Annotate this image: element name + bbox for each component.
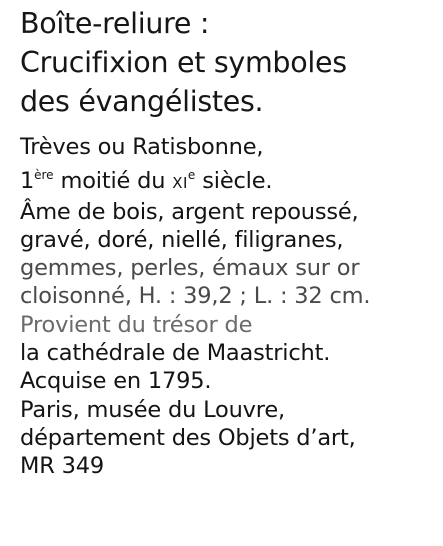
artwork-details [20,133,440,481]
provenance-line: Provient du trésor de [20,311,253,338]
location-line: Paris, musée du Louvre, [20,396,285,423]
title-line: des évangélistes. [20,85,264,118]
date-ordinal-number: 1 [20,168,35,195]
materials-line: Âme de bois, argent repoussé, [20,198,359,225]
date-century-suffix: e [187,168,196,183]
inventory-number: MR 349 [20,453,104,480]
acquisition-line: Acquise en 1795. [20,368,212,395]
location-line: département des Objets d’art, [20,424,356,451]
materials-line: gemmes, perles, émaux sur or [20,255,360,282]
provenance-line: la cathédrale de Maastricht. [20,340,331,367]
museum-label [20,0,440,481]
date-middle: moitié du [53,168,173,195]
materials-line: gravé, doré, niellé, filigranes, [20,226,344,253]
date-end: siècle. [195,168,273,195]
origin-date [20,161,440,197]
title-line: Boîte-reliure : [20,7,210,40]
date-ordinal-suffix: ère [34,168,54,183]
title-line: Crucifixion et symboles [20,46,347,79]
artwork-title [20,0,440,121]
date-century: XI [172,174,188,193]
dimensions-line: cloisonné, H. : 39,2 ; L. : 32 cm. [20,283,371,310]
origin-place: Trèves ou Ratisbonne, [20,134,264,160]
